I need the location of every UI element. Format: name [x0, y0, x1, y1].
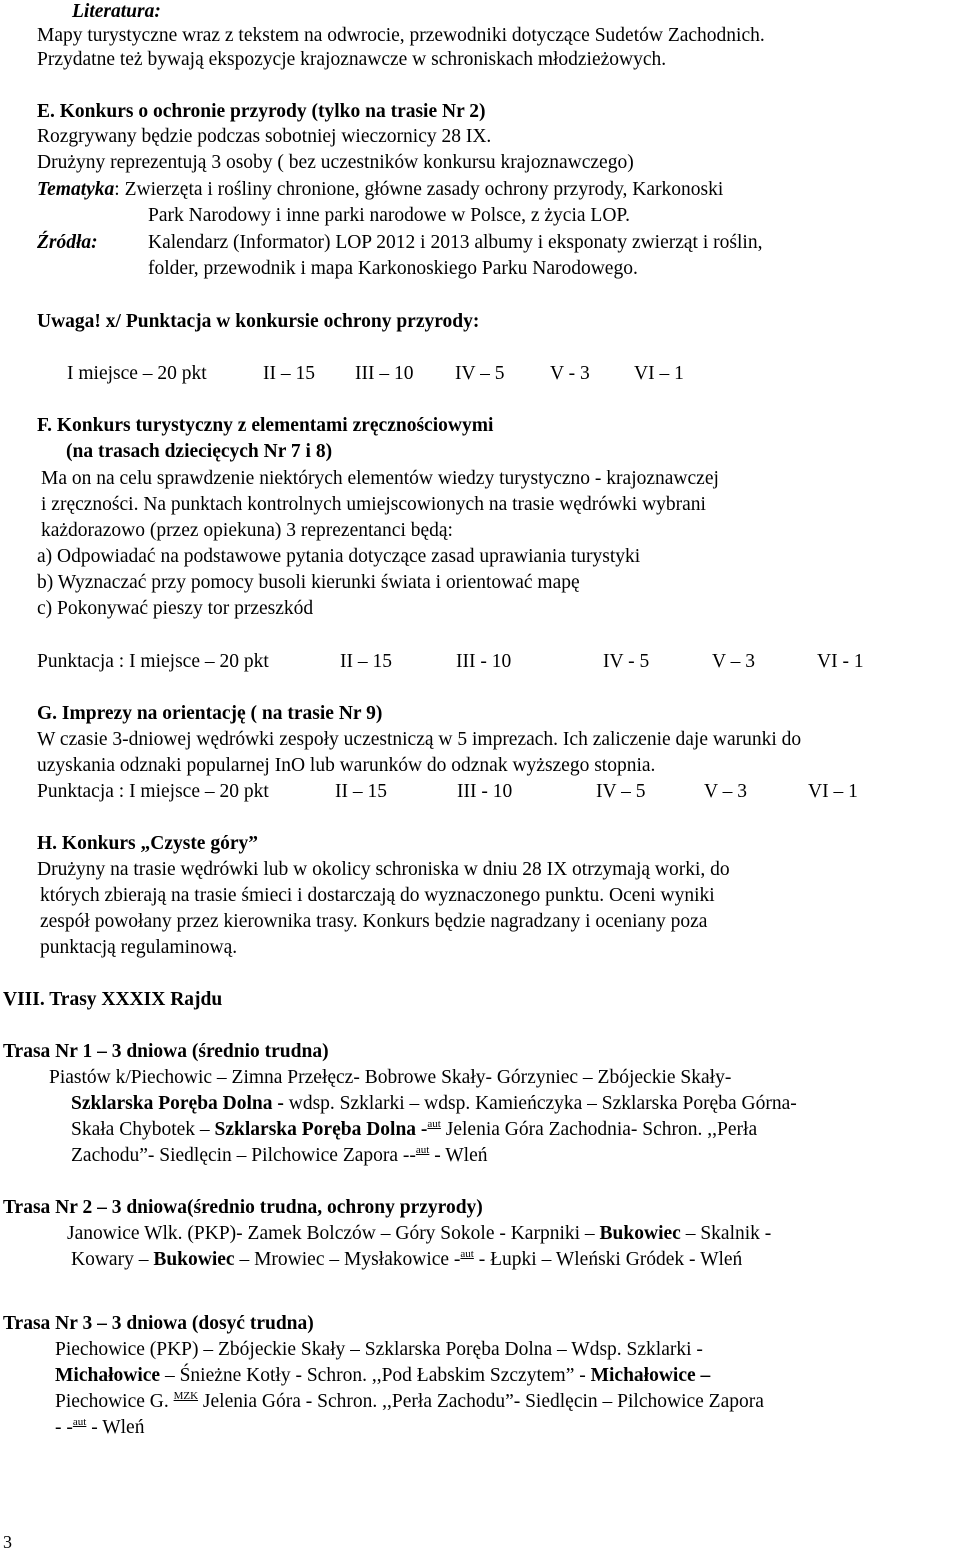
place-bold: Szklarska Poręba Dolna - — [214, 1119, 428, 1140]
trasa-heading: Trasa Nr 2 – 3 dniowa(średnio trudna, ochrony przyrody) — [3, 1197, 483, 1218]
scoring-item: I miejsce – 20 pkt — [67, 363, 207, 384]
place-text: – Skalnik - — [680, 1223, 772, 1244]
literatura-line: Mapy turystyczne wraz z tekstem na odwrocie, przewodniki dotyczące Sudetów Zachodnich. — [37, 25, 765, 46]
scoring-item: III – 10 — [355, 363, 414, 384]
section-f-heading: F. Konkurs turystyczny z elementami zręcznościowymi — [37, 415, 494, 436]
literatura-heading: Literatura: — [72, 1, 161, 22]
place-bold: Michałowice – — [590, 1365, 711, 1386]
literatura-line: Przydatne też bywają ekspozycje krajoznawcze w schroniskach młodzieżowych. — [37, 49, 667, 70]
place-text: wdsp. Szklarki – wdsp. Kamieńczyka – Szklarska Poręba Górna- — [283, 1093, 797, 1114]
trasa-line — [71, 1118, 757, 1144]
scoring-item: VI - 1 — [817, 651, 864, 672]
scoring-item: V – 3 — [704, 781, 747, 802]
trasa-line — [55, 1390, 764, 1416]
place-bold: Michałowice — [55, 1365, 161, 1386]
tematyka-text: : Zwierzęta i rośliny chronione, główne zasady ochrony przyrody, Karkonoski — [114, 179, 724, 200]
place-text: Zachodu”- Siedlęcin – Pilchowice Zapora -- — [71, 1145, 416, 1166]
scoring-item: II – 15 — [263, 363, 315, 384]
scoring-item: Punktacja : I miejsce – 20 pkt — [37, 781, 269, 802]
trasa-heading: Trasa Nr 1 – 3 dniowa (średnio trudna) — [3, 1041, 329, 1062]
place-text: Skała Chybotek – — [71, 1119, 215, 1140]
section-h-line: Drużyny na trasie wędrówki lub w okolicy schroniska w dniu 28 IX otrzymają worki, do — [37, 859, 730, 880]
trasa-line: Piechowice (PKP) – Zbójeckie Skały – Szklarska Poręba Dolna – Wdsp. Szklarki - — [55, 1339, 703, 1360]
trasa-line — [67, 1222, 771, 1246]
section-h-heading: H. Konkurs „Czyste góry” — [37, 833, 258, 854]
section-viii-heading: VIII. Trasy XXXIX Rajdu — [3, 989, 223, 1010]
place-text: Janowice Wlk. (PKP)- Zamek Bolczów – Góry Sokole - Karpniki – — [67, 1223, 600, 1244]
scoring-item: V – 3 — [712, 651, 755, 672]
trasa-line: Piastów k/Piechowic – Zimna Przełęcz- Bobrowe Skały- Górzyniec – Zbójeckie Skały- — [49, 1067, 732, 1088]
transport-mark: aut — [427, 1118, 441, 1130]
section-g-heading: G. Imprezy na orientację ( na trasie Nr 9) — [37, 703, 383, 724]
place-text: Kowary – — [71, 1249, 154, 1270]
place-text: - Łupki – Wleński Gródek - Wleń — [473, 1249, 743, 1270]
zrodla-line: Kalendarz (Informator) LOP 2012 i 2013 albumy i eksponaty zwierząt i roślin, — [148, 232, 763, 253]
section-f-line: każdorazowo (przez opiekuna) 3 reprezentanci będą: — [41, 520, 453, 541]
place-text: - Wleń — [86, 1417, 145, 1438]
place-bold: Bukowiec — [153, 1249, 235, 1270]
section-h-line: punktacją regulaminową. — [40, 937, 238, 958]
scoring-item: VI – 1 — [634, 363, 684, 384]
scoring-item: VI – 1 — [808, 781, 858, 802]
scoring-item: IV - 5 — [603, 651, 650, 672]
place-text: Piechowice G. — [55, 1391, 174, 1412]
trasa-line — [55, 1416, 144, 1442]
section-e-line: Rozgrywany będzie podczas sobotniej wieczornicy 28 IX. — [37, 126, 492, 147]
trasa-line — [55, 1364, 710, 1388]
tematyka-line: Park Narodowy i inne parki narodowe w Polsce, z życia LOP. — [148, 205, 630, 226]
scoring-item: IV – 5 — [596, 781, 646, 802]
scoring-item: III - 10 — [456, 651, 512, 672]
scoring-item: IV – 5 — [455, 363, 505, 384]
scoring-item: V - 3 — [550, 363, 590, 384]
section-h-line: których zbierają na trasie śmieci i dostarczają do wyznaczonego punktu. Oceni wyniki — [40, 885, 715, 906]
transport-mark: aut — [415, 1144, 430, 1156]
scoring-item: Punktacja : I miejsce – 20 pkt — [37, 651, 269, 672]
scoring-item: III - 10 — [457, 781, 513, 802]
place-text: – Śnieżne Kotły - Schron. ,,Pod Łabskim Szczytem” - — [160, 1365, 591, 1386]
tematyka-label: Tematyka — [37, 179, 115, 200]
place-bold: Szklarska Poręba Dolna - — [71, 1093, 284, 1114]
section-g-line: W czasie 3-dniowej wędrówki zespoły uczestniczą w 5 imprezach. Ich zaliczenie daje warunki do — [37, 729, 802, 750]
transport-mark: aut — [72, 1416, 87, 1428]
list-item: b) Wyznaczać przy pomocy busoli kierunki świata i orientować mapę — [37, 572, 580, 593]
transport-mark: MZK — [173, 1390, 199, 1402]
place-bold: Bukowiec — [599, 1223, 681, 1244]
place-text: – Mrowiec – Mysłakowice - — [234, 1249, 461, 1270]
zrodla-line: folder, przewodnik i mapa Karkonoskiego Parku Narodowego. — [148, 258, 638, 279]
section-f-line: Ma on na celu sprawdzenie niektórych elementów wiedzy turystyczno - krajoznawczej — [41, 468, 719, 489]
section-e-line: Drużyny reprezentują 3 osoby ( bez uczestników konkursu krajoznawczego) — [37, 152, 634, 173]
place-text: Jelenia Góra - Schron. ,,Perła Zachodu”- Siedlęcin – Pilchowice Zapora — [198, 1391, 764, 1412]
trasa-heading: Trasa Nr 3 – 3 dniowa (dosyć trudna) — [3, 1313, 314, 1334]
place-text: Jelenia Góra Zachodnia- Schron. ,,Perła — [440, 1119, 758, 1140]
place-text: - - — [55, 1417, 73, 1438]
trasa-line — [71, 1144, 487, 1170]
uwaga-line: Uwaga! x/ Punktacja w konkursie ochrony przyrody: — [37, 311, 480, 332]
place-text: - Wleń — [429, 1145, 488, 1166]
section-g-line: uzyskania odznaki popularnej InO lub warunków do odznak wyższego stopnia. — [37, 755, 656, 776]
zrodla-label: Źródła: — [37, 232, 98, 253]
tematyka-line — [37, 178, 723, 202]
section-f-subheading: (na trasach dziecięcych Nr 7 i 8) — [66, 441, 333, 462]
scoring-item: II – 15 — [340, 651, 392, 672]
scoring-item: II – 15 — [335, 781, 387, 802]
trasa-line — [71, 1248, 742, 1274]
list-item: c) Pokonywać pieszy tor przeszkód — [37, 598, 314, 619]
section-f-line: i zręczności. Na punktach kontrolnych umiejscowionych na trasie wędrówki wybrani — [41, 494, 706, 515]
page-number: 3 — [3, 1532, 12, 1552]
transport-mark: aut — [460, 1248, 474, 1260]
section-e-heading: E. Konkurs o ochronie przyrody (tylko na trasie Nr 2) — [37, 101, 486, 122]
section-h-line: zespół powołany przez kierownika trasy. Konkurs będzie nagradzany i oceniany poza — [40, 911, 708, 932]
trasa-line — [71, 1092, 797, 1116]
list-item: a) Odpowiadać na podstawowe pytania dotyczące zasad uprawiania turystyki — [37, 546, 641, 567]
